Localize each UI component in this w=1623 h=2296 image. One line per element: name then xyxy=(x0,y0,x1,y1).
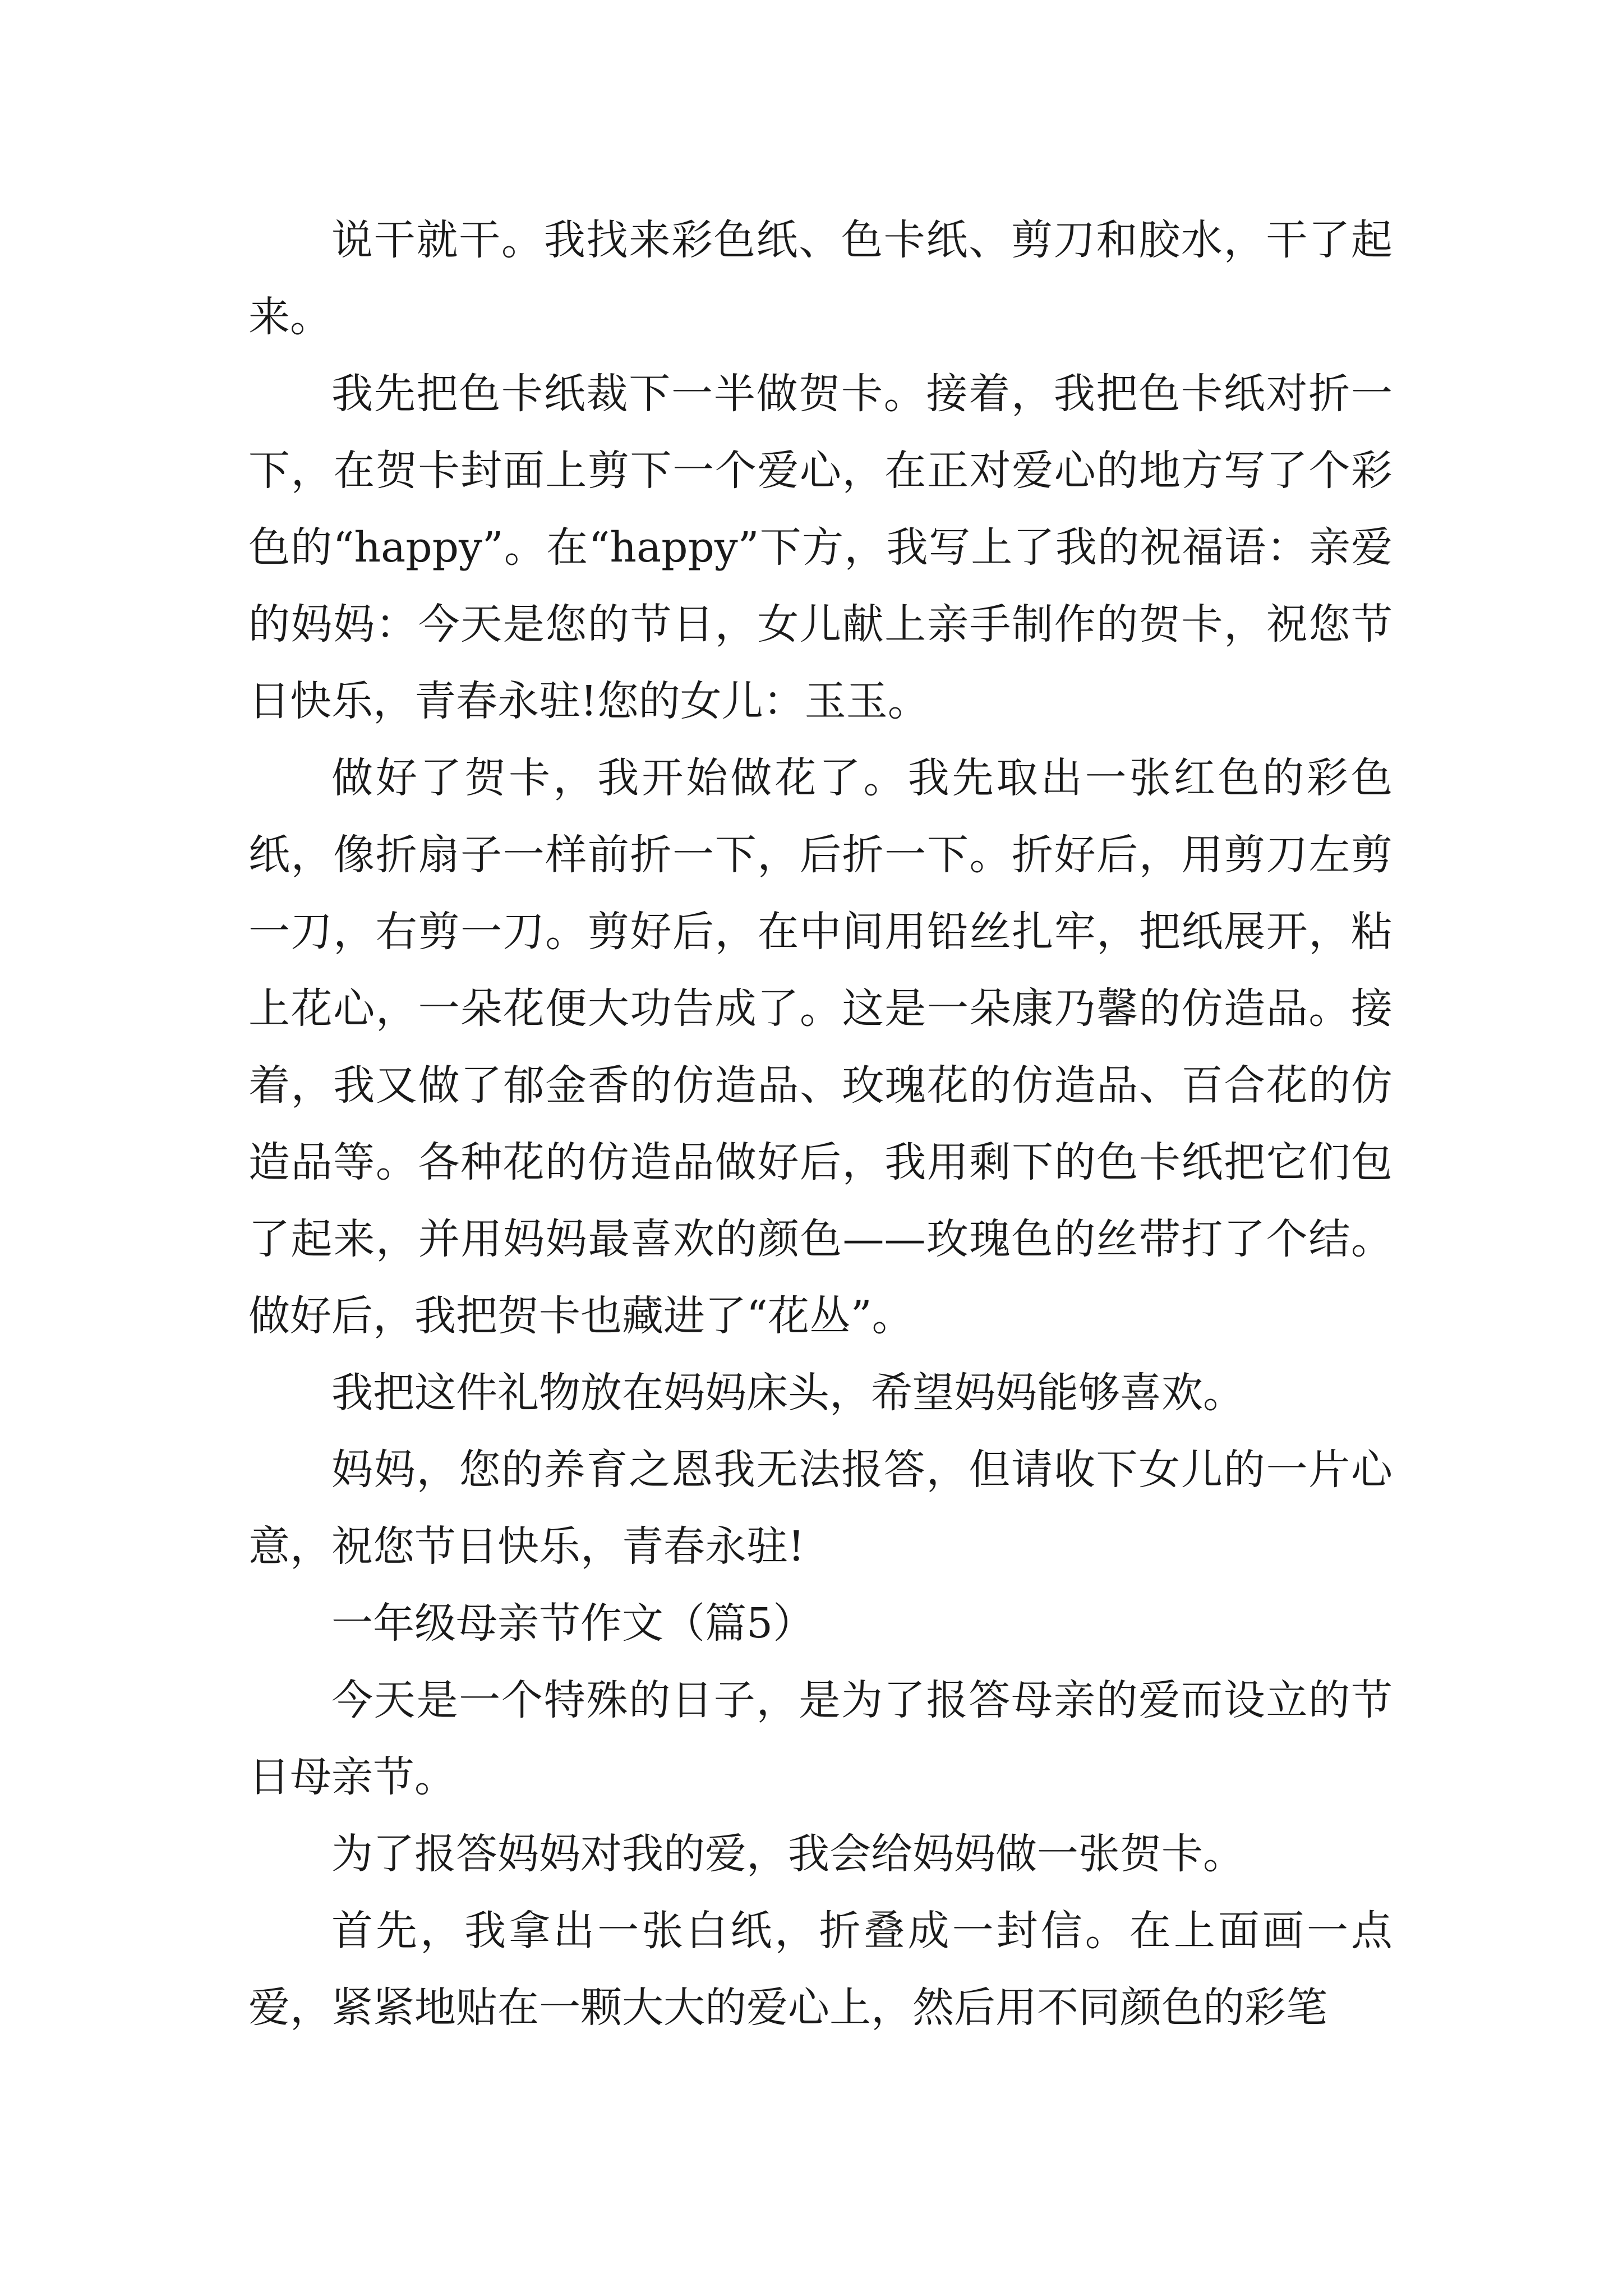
paragraph-card-plan: 为了报答妈妈对我的爱，我会给妈妈做一张贺卡。 xyxy=(331,1830,1244,1878)
document-page xyxy=(248,202,1393,2046)
paragraph-making-flowers: 做好了贺卡，我开始做花了。我先取出一张红色的彩色纸，像折扇子一样前折一下，后折一下。折好后，用剪刀左剪一刀，右剪一刀。剪好后，在中间用铅丝扎牢，把纸展开，粘上花心，一朵花便大功告成了。这是一朵康乃馨的仿造品。接着，我又做了郁金香的仿造品、玫瑰花的仿造品、百合花的仿造品等。各种花的仿造品做好后，我用剩下的色卡纸把它们包了起来，并用妈妈最喜欢的颜色——玫瑰色的丝带打了个结。做好后，我把贺卡也藏进了“花丛”。 xyxy=(248,754,1393,1340)
paragraph-folding-letter: 首先，我拿出一张白纸，折叠成一封信。在上面画一点爱，紧紧地贴在一颗大大的爱心上，然后用不同颜色的彩笔 xyxy=(248,1907,1393,2032)
paragraph-closing-wish: 妈妈，您的养育之恩我无法报答，但请收下女儿的一片心意，祝您节日快乐，青春永驻! xyxy=(248,1446,1393,1571)
section-heading: 一年级母亲节作文（篇5） xyxy=(331,1599,815,1648)
paragraph-gift-bedside: 我把这件礼物放在妈妈床头，希望妈妈能够喜欢。 xyxy=(331,1369,1244,1417)
paragraph-special-day: 今天是一个特殊的日子，是为了报答母亲的爱而设立的节日母亲节。 xyxy=(248,1676,1393,1801)
paragraph-greeting-card: 我先把色卡纸裁下一半做贺卡。接着，我把色卡纸对折一下，在贺卡封面上剪下一个爱心，在正对爱心的地方写了个彩色的“happy”。在“happy”下方，我写上了我的祝福语：亲爱的妈妈：今天是您的节日，女儿献上亲手制作的贺卡，祝您节日快乐，青春永驻!您的女儿：玉玉。 xyxy=(248,370,1393,725)
paragraph-start-making: 说干就干。我找来彩色纸、色卡纸、剪刀和胶水，干了起来。 xyxy=(248,216,1393,341)
